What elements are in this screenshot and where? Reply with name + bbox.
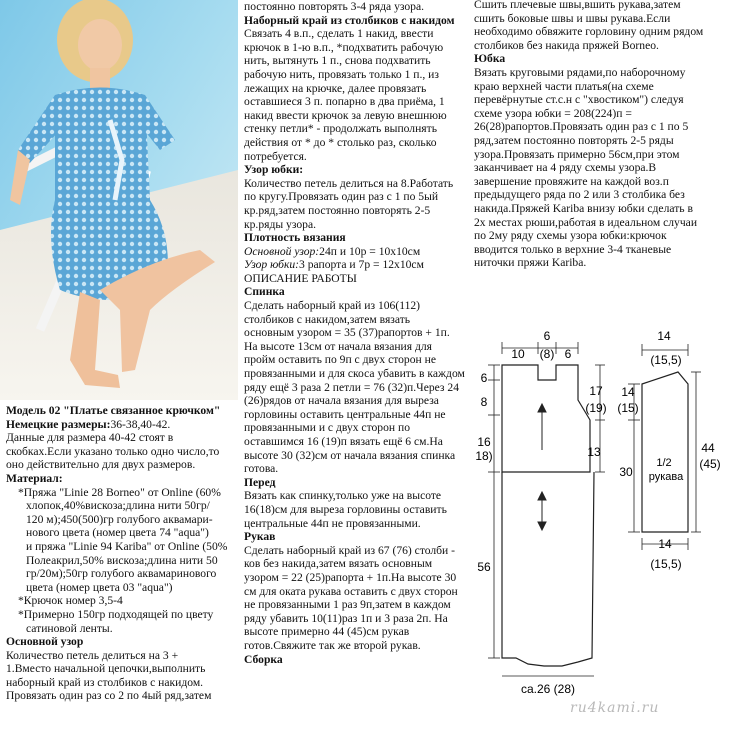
skirt-line: 26(28)рапортов.Провязать один раз с 1 по 5: [474, 120, 689, 134]
sleeve-name-label: рукава: [648, 471, 684, 483]
material-line: цвета (номер цвета 03 "aqua"): [26, 580, 173, 594]
back-label: Спинка: [244, 285, 285, 299]
main-pattern-line: 1.Вместо начальной цепочки,выполнить: [6, 662, 206, 676]
sleeve-outline: [642, 372, 688, 532]
dress-outline: [502, 365, 594, 666]
dim-left-16-alt: 18): [475, 449, 493, 463]
back-line: столбиков с накидом,затем вязать: [244, 312, 411, 326]
skirt-line: по 2му ряду схемы узора юбки:крючок: [474, 229, 667, 243]
dim-sleeve-left: 14: [621, 385, 635, 399]
skirt-line: предыдущего ряда по 2 или 3 столбика без: [474, 188, 685, 202]
sleeve-line: см для оката рукава оставить с двух сторон: [244, 584, 458, 598]
dim-sleeve-44: 44: [701, 441, 715, 455]
skirt-line: ниточки пряжи Kariba.: [474, 256, 587, 270]
watermark: ru4kami.ru: [570, 700, 660, 716]
back-line: ряду ещё 3 раза 2 петли = 76 (32)п.Через 24: [244, 380, 459, 394]
sizes-value: 36-38,40-42.: [110, 417, 171, 431]
pattern-schematic: [470, 320, 736, 736]
model-photo: [0, 0, 238, 400]
dim-right-17: 17: [589, 384, 603, 398]
edge-line: накид ввести крючок за левую внешнюю: [244, 108, 447, 122]
main-pattern-label: Основной узор: [6, 635, 84, 649]
edge-line: стенку петли* - продолжать выполнять: [244, 122, 437, 136]
dim-skirt-width: са.26 (28): [520, 682, 576, 696]
left-column: [6, 404, 236, 703]
dimension-lines: [488, 342, 605, 676]
right-column: [474, 0, 736, 270]
dim-left-6: 6: [480, 371, 488, 385]
skirt-line: заканчивает на 4 ряду схемы узора.В: [474, 161, 657, 175]
dim-top-mid: 6: [543, 329, 551, 343]
edge-line: крючок в 1-ю в.п., *подхватить рабочую: [244, 40, 444, 54]
dim-skirt-56: 56: [477, 560, 491, 574]
dim-right-13: 13: [587, 445, 601, 459]
front-line: Вязать как спинку,только уже на высоте: [244, 489, 442, 503]
skirt-line: перевёрнутые ст.с.н с "хвостиком") следуя: [474, 93, 684, 107]
middle-intro: постоянно повторять 3-4 ряда узора.: [244, 0, 425, 13]
middle-column: [244, 0, 472, 666]
edge-line: нить, вытянуть 1 п., снова подхватить: [244, 54, 431, 68]
dim-top-mid-alt: (8): [539, 347, 555, 361]
back-line: пройм оставить по 9п с двух сторон не: [244, 353, 436, 367]
density-main-label: Основной узор:: [244, 244, 320, 258]
back-line: основным узором = 35 (37)рапортов + 1п.: [244, 326, 450, 340]
material-line: гр/20м);50гр голубого аквамаринового: [26, 567, 217, 581]
dim-sleeve-top: 14: [657, 329, 671, 343]
back-line: провязанными и с двух сторон по: [244, 421, 410, 435]
sleeve-label: Рукав: [244, 530, 276, 544]
sleeve-line: высоте примерно 44 (45)см рукав: [244, 625, 410, 639]
assembly-line: сшить боковые швы и швы рукава.Если: [474, 11, 671, 25]
edge-label: Наборный край из столбиков с накидом: [244, 13, 455, 27]
skirt-pattern-line: кр.ряды узора.: [244, 217, 316, 231]
sleeve-half-label: 1/2: [656, 457, 672, 469]
edge-line: лежащих на крючке, далее провязать: [244, 81, 427, 95]
edge-line: рабочую нить, провязать только 1 п., из: [244, 67, 439, 81]
back-line: Сделать наборный край из 106(112): [244, 299, 421, 313]
sleeve-dimension-lines: [628, 344, 701, 550]
edge-line: потребуется.: [244, 149, 307, 163]
back-line: горловины оставить центральные 44п не: [244, 407, 446, 421]
assembly-line: столбиков без накида пряжей Borneo.: [474, 38, 659, 52]
dim-sleeve-30: 30: [619, 465, 633, 479]
skirt-line: Вязать круговыми рядами,по наборочному: [474, 65, 686, 79]
edge-line: оставшиеся 3 п. попарно в два приёма, 1: [244, 95, 445, 109]
main-pattern-line: Количество петель делиться на 3 +: [6, 648, 179, 662]
edge-line: действия от * до * столько раз, сколько: [244, 135, 437, 149]
material-line: сатиновой ленты.: [26, 621, 113, 635]
material-line: *Крючок номер 3,5-4: [18, 594, 123, 608]
material-line: нового цвета (номер цвета 74 "aqua"): [26, 526, 209, 540]
sizes-note-line: оно действительно для двух размеров.: [6, 458, 196, 472]
density-label: Плотность вязания: [244, 231, 346, 245]
front-line: центральные 44п не провязанными.: [244, 516, 421, 530]
skirt-pattern-label: Узор юбки:: [244, 163, 304, 177]
dim-sleeve-bottom-alt: (15,5): [650, 557, 682, 571]
skirt-pattern-line: кр.ряд,затем постоянно повторять 2-5: [244, 203, 431, 217]
sizes-label: Немецкие размеры:: [6, 417, 111, 431]
density-main-value: 24п и 10р = 10х10см: [319, 244, 421, 258]
assembly-label: Сборка: [244, 652, 283, 666]
skirt-line: накида.Пряжей Kariba внизу юбки сделать в: [474, 201, 693, 215]
back-line: оставшимся 16 (19)п вязать ещё 6 см.На: [244, 435, 443, 448]
sleeve-line: узором = 22 (25)рапорта + 1п.На высоте 30: [244, 570, 457, 584]
model-title: Модель 02 "Платье связанное крючком": [6, 404, 221, 417]
model-photo-illustration: [0, 0, 238, 400]
sleeve-line: Сделать наборный край из 67 (76) столби -: [244, 543, 456, 557]
material-line: и пряжа "Linie 94 Kariba" от Online (50%: [26, 539, 228, 553]
edge-line: Связать 4 в.п., сделать 1 накид, ввести: [244, 27, 434, 41]
density-skirt-value: 3 рапорта и 7р = 12х10см: [299, 258, 424, 272]
back-line: На высоте 13см от начала вязания для: [244, 339, 432, 353]
dim-left-16: 16: [477, 435, 491, 449]
assembly-line: Сшить плечевые швы,вшить рукава,затем: [474, 0, 681, 11]
skirt-line: 2х местах рюши,работая в идеальном случаи: [474, 215, 698, 229]
material-line: Полеакрил,50% вискоза;длина нити 50: [26, 553, 218, 567]
back-line: (26)рядов от начала вязания для выреза: [244, 394, 439, 408]
density-skirt-label: Узор юбки:: [244, 258, 300, 272]
skirt-line: узора.Провязать примерно 56см,при этом: [474, 147, 680, 161]
back-line: высоте 30 (32)см от начала вязания спинка: [244, 448, 456, 462]
dim-top-left: 10: [511, 347, 525, 361]
back-line: готова.: [244, 462, 279, 476]
skirt-pattern-line: Количество петель делиться на 8.Работать: [244, 176, 454, 190]
dim-sleeve-top-alt: (15,5): [650, 353, 682, 367]
dim-sleeve-44-alt: (45): [699, 457, 721, 471]
main-pattern-line: Провязать один раз со 2 по 4ый ряд,затем: [6, 689, 212, 703]
sleeve-line: не провязанными 1 раз 9п,затем в каждом: [244, 598, 451, 612]
assembly-line: необходимо обвяжите горловину одним рядом: [474, 25, 704, 39]
sleeve-line: ков без накида,затем вязать основным: [244, 557, 433, 571]
direction-arrows: [538, 404, 546, 530]
material-line: *Примерно 150гр подходящей по цвету: [18, 607, 214, 621]
sleeve-line: ряду убавить 10(11)раз 1п и 3 раза 2п. На: [244, 611, 448, 625]
material-line: *Пряжа "Linie 28 Borneo" от Online (60%: [18, 485, 221, 499]
dim-left-8: 8: [480, 395, 488, 409]
dim-right-17-alt: (19): [585, 401, 607, 415]
material-line: 120 м);450(500)гр голубого аквамари-: [26, 512, 213, 526]
skirt-line: ряд,затем постоянно повторять 2-5 ряды: [474, 133, 674, 147]
skirt-line: краю верхней части платья(на схеме: [474, 79, 654, 93]
back-line: провязанными и для скоса убавить в каждом: [244, 367, 465, 381]
material-label: Материал:: [6, 471, 63, 485]
skirt-label: Юбка: [474, 52, 506, 66]
sizes-note-line: скобках.Если указано только одно число,то: [6, 444, 220, 458]
dim-sleeve-bottom: 14: [658, 537, 672, 551]
main-pattern-line: наборный край из столбиков с накидом.: [6, 675, 204, 689]
sizes-note-line: Данные для размера 40-42 стоят в: [6, 431, 174, 445]
skirt-line: схеме узора юбки = 208(224)п =: [474, 106, 632, 120]
sleeve-line: готов.Свяжите так же второй рукав.: [244, 638, 421, 652]
skirt-pattern-line: по кругу.Провязать один раз с 1 по 5ый: [244, 190, 439, 204]
front-label: Перед: [244, 475, 276, 489]
dim-sleeve-left-alt: (15): [617, 401, 639, 415]
skirt-line: вводится только в верхние 3-4 тканевые: [474, 242, 672, 256]
material-line: хлопок,40%вискоза;длина нити 50гр/: [26, 499, 210, 513]
description-label: ОПИСАНИЕ РАБОТЫ: [244, 271, 357, 285]
front-line: 16(18)см для выреза горловины оставить: [244, 502, 447, 516]
dim-top-right: 6: [564, 347, 572, 361]
skirt-line: завершение провяжите на каждой воз.п: [474, 174, 669, 188]
